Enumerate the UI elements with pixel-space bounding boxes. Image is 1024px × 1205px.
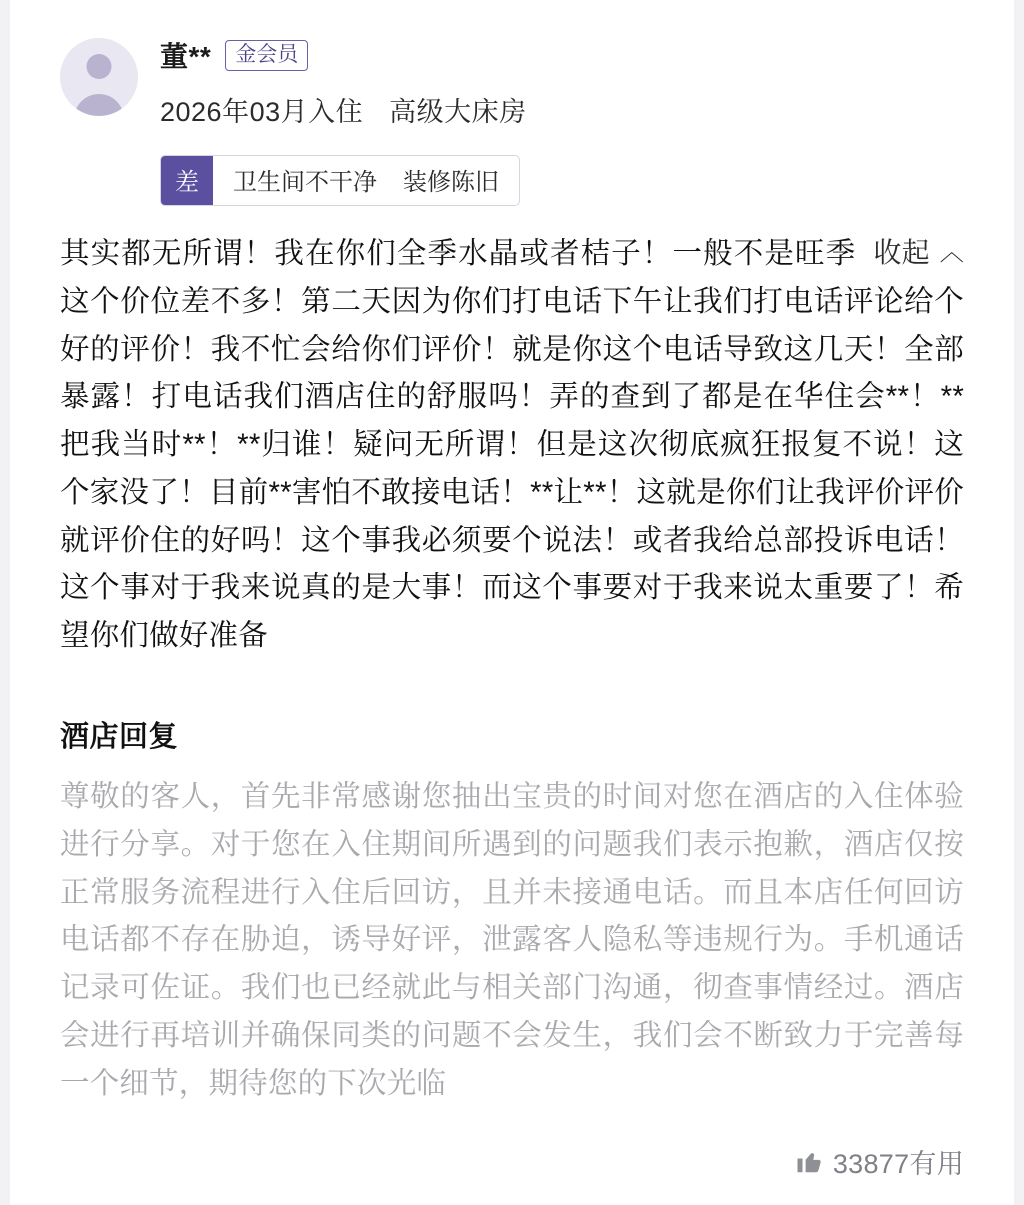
- chevron-up-icon: ︿: [939, 239, 964, 266]
- member-badge: 金会员: [225, 40, 308, 71]
- stay-date: 2026年03月入住: [160, 97, 364, 127]
- rating-badge: 差: [161, 156, 213, 205]
- hotel-reply-content: 尊敬的客人，首先非常感谢您抽出宝贵的时间对您在酒店的入住体验进行分享。对于您在入住期间所遇到的问题我们表示抱歉，酒店仅按正常服务流程进行入住后回访，且并未接通电话。而且本店任何回访电话都不存在胁迫，诱导好评，泄露客人隐私等违规行为。手机通话记录可佐证。我们也已经就此与相关部门沟通，彻查事情经过。酒店会进行再培训并确保同类的问题不会发生，我们会不断致力于完善每一个细节，期待您的下次光临: [60, 780, 964, 1100]
- review-content: [60, 230, 964, 660]
- collapse-label: 收起: [873, 237, 930, 268]
- reviewer-name: 董**: [160, 41, 212, 72]
- thumbs-up-icon[interactable]: [795, 1146, 825, 1176]
- avatar[interactable]: [60, 38, 138, 116]
- review-footer: [60, 1142, 964, 1181]
- room-type: 高级大床房: [389, 97, 527, 127]
- reviewer-name-row: [160, 34, 964, 76]
- reviewer-info: [160, 34, 964, 129]
- tag-item[interactable]: 卫生间不干净: [233, 169, 377, 196]
- avatar-body-shape: [74, 94, 124, 116]
- rating-tags-group: [160, 155, 520, 206]
- useful-count: 33877有用: [832, 1148, 964, 1179]
- page-edge-left: [0, 0, 10, 1205]
- stay-info-row: [160, 90, 964, 129]
- page-edge-right: [1014, 0, 1024, 1205]
- tag-item[interactable]: 装修陈旧: [403, 169, 499, 196]
- review-text: 其实都无所谓！我在你们全季水晶或者桔子！一般不是旺季这个价位差不多！第二天因为你们打电话下午让我们打电话评论给个好的评价！我不忙会给你们评价！就是你这个电话导致这几天！全部暴露！打电话我们酒店住的舒服吗！弄的查到了都是在华住会**！**把我当时**！**归谁！疑问无所谓！但是这次彻底疯狂报复不说！这个家没了！目前**害怕不敢接电话！**让**！这就是你们让我评价评价就评价住的好吗！这个事我必须要个说法！或者我给总部投诉电话！这个事对于我来说真的是大事！而这个事要对于我来说太重要了！希望你们做好准备: [60, 237, 964, 653]
- tag-list: [213, 156, 519, 205]
- collapse-toggle[interactable]: [873, 230, 964, 275]
- hotel-reply-title: 酒店回复: [60, 721, 179, 754]
- review-header: [60, 34, 964, 129]
- avatar-head-shape: [87, 54, 112, 79]
